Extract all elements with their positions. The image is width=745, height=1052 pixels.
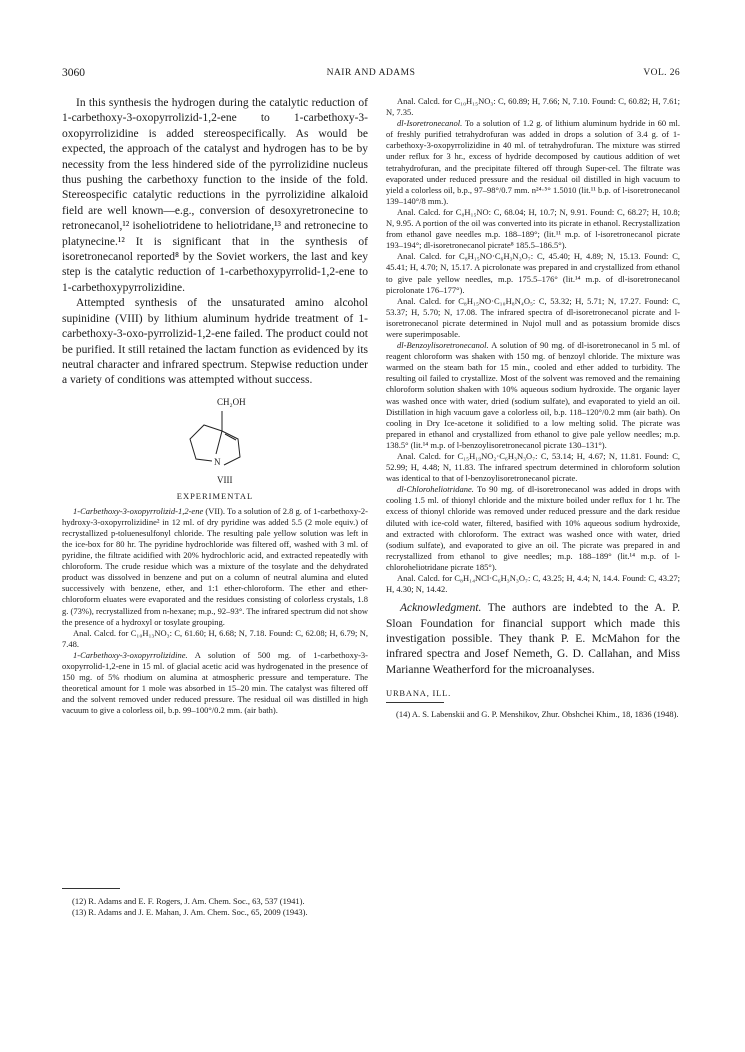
analysis-r7: Anal. Calcd. for C₁₅H₁₉NO₂·C₆H₃N₃O₇: C, 53.14; H, 4.67; N, 11.81. Found: C, 52.99; H, 4.48; N, 11.83. The infrared spectrum determined in chloroform solution was identical to that of l-benzoylisoretronecanol picrate.	[386, 451, 680, 484]
isoretronecanol-title: dl-Isoretronecanol.	[397, 118, 463, 129]
analysis-r1: Anal. Calcd. for C₁₀H₁₅NO₃: C, 60.89; H, 7.66; N, 7.10. Found: C, 60.82; H, 7.61; N, 7.35.	[386, 96, 680, 118]
analysis-r4: Anal. Calcd. for C₈H₁₅NO·C₆H₃N₃O₇: C, 45.40; H, 4.89; N, 15.13. Found: C, 45.41; H, 4.70; N, 15.17. A picrolonate was prepared in and crystallized from ethanol to give pale yellow needles, m.p. 175.5–176° (lit.¹⁴ m.p. of dl-isoretronecanol picrolonate 176–177°).	[386, 251, 680, 295]
analysis-r5: Anal. Calcd. for C₈H₁₅NO·C₁₀H₈N₄O₅: C, 53.32; H, 5.71; N, 17.27. Found: C, 53.37; H, 5.70; N, 17.08. The infrared spectra of dl-isoretronecanol picrate and l-isoretronecanol picrate determined in Nujol mull and as potassium bromide discs were superimposable.	[386, 295, 680, 339]
experiment-2-text: A solution of 500 mg. of 1-carbethoxy-3-oxopyrrolid-1,2-ene in 15 ml. of glacial acetic acid was hydrogenated in the presence of 150 mg. of 5% rhodium on alumina at atmospheric pressure and temperature. The theoretical amount for 1 mole was absorbed in 15–20 min. The catalyst was filtered off and the solvent removed under reduced pressure. The residual oil was distilled in high vacuum to give a colorless oil, b.p. 99–100°/0.2 mm. (air bath).	[62, 649, 368, 716]
supinidine-paragraph: Attempted synthesis of the unsaturated amino alcohol supinidine (VIII) by lithium aluminum hydride treatment of 1-carbethoxy-3-oxo-pyrrolizid-1,2-ene failed. The product could not be purified. It still retained the lactam function as evidenced by its neutral character and infrared spectrum. Stepwise reduction under a variety of conditions was attempted without success.	[62, 297, 368, 387]
volume-label: VOL. 26	[643, 68, 680, 78]
location: URBANA, ILL.	[386, 688, 452, 699]
footnote-rule-right	[386, 702, 444, 703]
isoretronecanol-procedure	[386, 118, 680, 207]
analysis-r3: Anal. Calcd. for C₈H₁₅NO: C, 68.04; H, 10.7; N, 9.91. Found: C, 68.27; H, 10.8; N, 9.95. A portion of the oil was converted into its picrate in ethanol. Recrystallization from ethanol gave needles m.p. 188–189°; (lit.¹¹ m.p. of l-isoretronecanol picrate 193–194°; dl-isoretronecanol picrate⁸ 185.5–186.5°).	[386, 206, 680, 251]
footnote-12: (12) R. Adams and E. F. Rogers, J. Am. Chem. Soc., 63, 537 (1941).	[72, 896, 305, 906]
pyrrolizidine-ring-icon	[170, 409, 260, 479]
benzoyl-title: dl-Benzoylisoretronecanol.	[397, 340, 489, 351]
experiment-1-title: 1-Carbethoxy-3-oxopyrrolizid-1,2-ene	[73, 505, 204, 516]
page-number: 3060	[62, 67, 85, 79]
experiment-1-analysis: Anal. Calcd. for C₁₀H₁₃NO₃: C, 61.60; H, 6.68; N, 7.18. Found: C, 62.08; H, 6.79; N, 7.48.	[62, 627, 368, 649]
analysis-r9: Anal. Calcd. for C₈H₁₄NCl·C₆H₃N₃O₇: C, 43.25; H, 4.4; N, 14.4. Found: C, 43.27; H, 4.30; N, 14.42.	[386, 573, 680, 595]
left-column	[62, 96, 368, 717]
running-head: NAIR AND ADAMS	[326, 68, 416, 78]
acknowledgment-title: Acknowledgment.	[400, 602, 482, 615]
footnote-rule	[62, 888, 120, 889]
experiment-1-text: (VII). To a solution of 2.8 g. of 1-carbethoxy-2-hydroxy-3-oxopyrrolizidine² in 12 ml. of dry pyridine was added 5.5 (2 mole equiv.) of recrystallized p-toluenesulfonyl chloride. The resulting pale yellow solution was left in the ice-box for 80 hr. The pyridine hydrochloride was filtered off, washed with 3 ml. of pyridine, the filtrate acidified with 20% hydrochloric acid, and extracted repeatedly with chloroform. The crude residue which was a mixture of the tosylate and the dehydrated product was dissolved in benzene and put on a column of neutral alumina and eluted successively with benzene, ether, and 1:1 ether-chloroform. The ether and ether-chloroform eluates were evaporated and the residues consisting of colorless crystals, 1.8 g. (73%), recrystallized from n-hexane; m.p., 92–93°. The infrared spectrum did not show the presence of a hydroxyl or tosylate grouping.	[62, 505, 368, 627]
section-title: EXPERIMENTAL	[176, 490, 254, 501]
acknowledgment	[386, 601, 680, 678]
right-column	[386, 96, 680, 720]
chloro-title: dl-Chloroheliotridane.	[397, 484, 474, 495]
page-header	[62, 66, 680, 80]
structure-label: VIII	[217, 474, 233, 485]
isoretronecanol-text: To a solution of 1.2 g. of lithium aluminum hydride in 60 ml. of freshly purified tetrahydrofuran was added in drops a solution of 3.4 g. of 1-carbethoxy-3-oxopyrrolizidine in 40 ml. of tetrahydrofuran. The mixture was stirred under reflux for 3 hr., excess of hydride decomposed by cautious addition of wet tetrahydrofuran, and the precipitate filtered off through Super-cel. The filtrate was evaporated under reduced pressure and the residual oil distilled in high vacuum to yield a colorless oil, b.p., 97–98°/0.7 mm. n²⁴·⁵° 1.5010 (lit.¹¹ b.p. of l-isoretronecanol 139–140°/8 mm.).	[386, 118, 680, 206]
discussion-paragraph: In this synthesis the hydrogen during the catalytic reduction of 1-carbethoxy-3-oxopyrrolizid-1,2-ene to 1-carbethoxy-3-oxopyrrolizidine is added stereospecifically. As would be expected, the approach of the catalyst and hydrogen has to be by necessity from the less hindered side of the pyrrolizidine nucleus thus pushing the carbethoxy function to the inside of the fold. Stereospecific catalytic reductions in the pyrrolizidine alkaloid field are well known—e.g., conversion of desoxyretronecine to retronecanol,¹² isoheliotridene to heliotridane,¹³ and retronecine to platynecine.¹² It is significant that in the synthesis of isoretronecanol reported⁸ by the Soviet workers, the last and key step is the catalytic reduction of 1-carbethoxypyrrolid-1,2-ene to 1-carbethoxypyrrolizidine.	[62, 97, 368, 294]
experiment-1	[62, 506, 368, 628]
structure-nitrogen: N	[214, 456, 221, 467]
experiment-2-title: 1-Carbethoxy-3-oxopyrrolizidine.	[73, 649, 188, 660]
footnote-13: (13) R. Adams and J. E. Mahan, J. Am. Chem. Soc., 65, 2009 (1943).	[72, 907, 308, 918]
acknowledgment-text: The authors are indebted to the A. P. Sloan Foundation for financial support which made this investigation possible. They thank P. E. McMahon for the infrared spectra and Josef Nemeth, G. D. Callahan, and Miss Marianne Weatherford for the microanalyses.	[386, 602, 680, 676]
chloro-text: To 90 mg. of dl-isoretronecanol was added in drops with cooling 1.5 ml. of thionyl chloride and the mixture boiled under reflux for 1 hr. The excess of thionyl chloride was removed under reduced pressure and the dark residue diluted with ice-cold water, filtered, basified with 10% aqueous sodium hydroxide, and extracted with chloroform. The extract was washed once with water, dried (sodium sulfate), and evaporated to give an oil. The picrate was prepared in and recrystallized from ethanol to give needles; m.p. 188–189° (lit.¹⁴ m.p. of l-chloroheliotridane picrate 185°).	[386, 484, 680, 572]
structure-substituent: CH₂OH	[217, 396, 246, 407]
left-footnotes	[62, 888, 368, 918]
experiment-2	[62, 650, 368, 717]
structure-viii	[62, 397, 368, 485]
benzoyl-text: A solution of 90 mg. of dl-isoretronecanol in 5 ml. of reagent chloroform was shaken with 150 mg. of benzoyl chloride. The mixture was warmed on the steam bath for 15 min., cooled and ether added to turbidity. The resulting oil failed to crystallize. Most of the solvent was removed and the remaining chloroform solution shaken with 10% aqueous sodium hydroxide. The organic layer was washed once with water, dried (sodium sulfate), and evaporated to yield an oil. Distillation in high vacuum gave a colorless oil, b.p. 118–120°/0.2 mm (air bath). On cooling in Dry Ice-acetone it solidified to a low melting solid. The picrate was prepared in ethanol and crystallized from ethanol to give pale yellow needles; m.p. 138.5° (lit.¹⁴ m.p. of l-benzoylisoretronecanol picrate 130–131°).	[386, 340, 680, 450]
chloro-procedure	[386, 484, 680, 573]
footnote-14: (14) A. S. Labenskii and G. P. Menshikov, Zhur. Obshchei Khim., 18, 1836 (1948).	[396, 709, 679, 720]
benzoyl-procedure	[386, 340, 680, 451]
